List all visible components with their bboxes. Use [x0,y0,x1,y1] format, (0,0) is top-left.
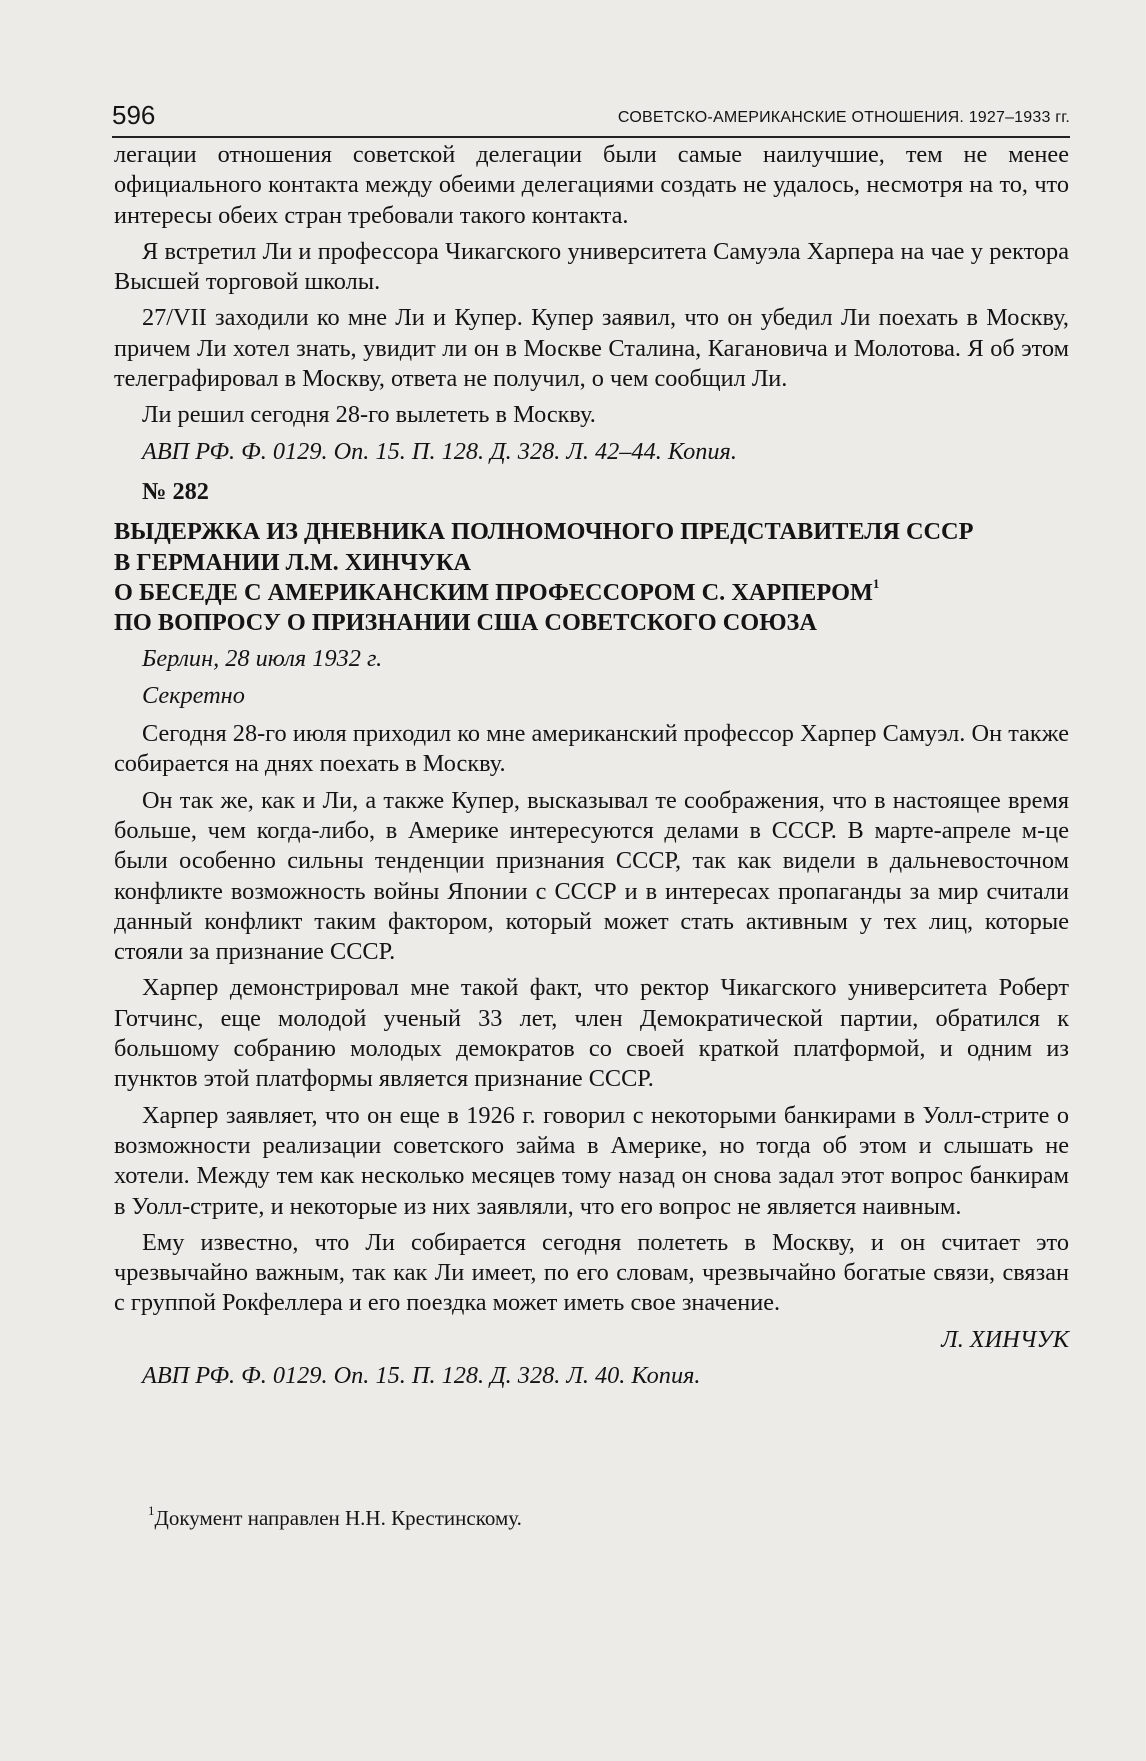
footnote-text: Документ направлен Н.Н. Крестинскому. [154,1506,522,1530]
intro-paragraph: Ли решил сегодня 28-го вылететь в Москву. [142,401,596,429]
classification: Секретно [142,681,245,709]
document-title-line: ВЫДЕРЖКА ИЗ ДНЕВНИКА ПОЛНОМОЧНОГО ПРЕДСТАВИТЕЛЯ СССР [114,518,974,546]
document-title-line: В ГЕРМАНИИ Л.М. ХИНЧУКА [114,548,472,576]
place-date: Берлин, 28 июля 1932 г. [142,645,383,673]
document-title [114,517,1069,638]
document-title-line-text: О БЕСЕДЕ С АМЕРИКАНСКИМ ПРОФЕССОРОМ С. ХАРПЕРОМ [114,578,873,606]
page-number: 596 [112,100,156,130]
body-paragraph: Сегодня 28-го июля приходил ко мне американский профессор Харпер Самуэл. Он также собирается на днях поехать в Москву. [114,720,1069,778]
archive-reference: АВП РФ. Ф. 0129. Оп. 15. П. 128. Д. 328. Л. 40. Копия. [142,1361,701,1389]
body-paragraph: Он так же, как и Ли, а также Купер, высказывал те соображения, что в настоящее время больше, чем когда-либо, в Америке интересуются делами в СССР. В марте-апреле м-це были особенно сильны тенденции признания СССР, так как видели в дальневосточном конфликте возможность войны Японии с СССР и в интересах пропаганды за мир считали данный конфликт таким фактором, который может стать активным у тех лиц, которые стояли за признание СССР. [114,786,1069,966]
intro-paragraph: 27/VII заходили ко мне Ли и Купер. Купер заявил, что он убедил Ли поехать в Москву, причем Ли хотел знать, увидит ли он в Москве Сталина, Кагановича и Молотова. Я об этом телеграфировал в Москву, ответа не получил, о чем сообщил Ли. [114,304,1069,393]
body-paragraph: Харпер заявляет, что он еще в 1926 г. говорил с некоторыми банкирами в Уолл-стрите о возможности реализации советского займа в Америке, но тогда об этом и слышать не хотели. Между тем как несколько месяцев тому назад он снова задал этот вопрос банкирам в Уолл-стрите, и некоторые из них заявляли, что его вопрос не является наивным. [114,1101,1069,1220]
document-title-line [114,575,1069,608]
page-body [114,140,1069,1401]
footnote-number: 1 [148,1503,155,1518]
running-title: СОВЕТСКО-АМЕРИКАНСКИЕ ОТНОШЕНИЯ. 1927–1933 гг. [617,109,1070,126]
intro-paragraph: легации отношения советской делегации были самые наилучшие, тем не менее официального контакта между обеими делегациями создать не удалось, несмотря на то, что интересы обеих стран требовали такого контакта. [114,141,1069,229]
archive-reference: АВП РФ. Ф. 0129. Оп. 15. П. 128. Д. 328. Л. 42–44. Копия. [142,437,737,465]
body-paragraph: Харпер демонстрировал мне такой факт, что ректор Чикагского университета Роберт Готчинс, еще молодой ученый 33 лет, член Демократической партии, обратился к большому собранию молодых демократов со своей краткой платформой, и одним из пунктов этой платформы является признание СССР. [114,974,1069,1093]
page-header [112,100,1070,138]
footnote [148,1505,522,1531]
body-paragraph: Ему известно, что Ли собирается сегодня полететь в Москву, и он считает это чрезвычайно важным, так как Ли имеет, по его словам, чрезвычайно богатые связи, связан с группой Рокфеллера и его поездка может иметь свое значение. [114,1228,1069,1317]
document-title-line: ПО ВОПРОСУ О ПРИЗНАНИИ США СОВЕТСКОГО СОЮЗА [114,609,817,637]
intro-paragraph: Я встретил Ли и профессора Чикагского университета Самуэла Харпера на чае у ректора Высшей торговой школы. [114,237,1069,296]
document-number: № 282 [142,477,209,505]
footnote-marker: 1 [872,575,880,591]
signature: Л. ХИНЧУК [941,1325,1069,1353]
